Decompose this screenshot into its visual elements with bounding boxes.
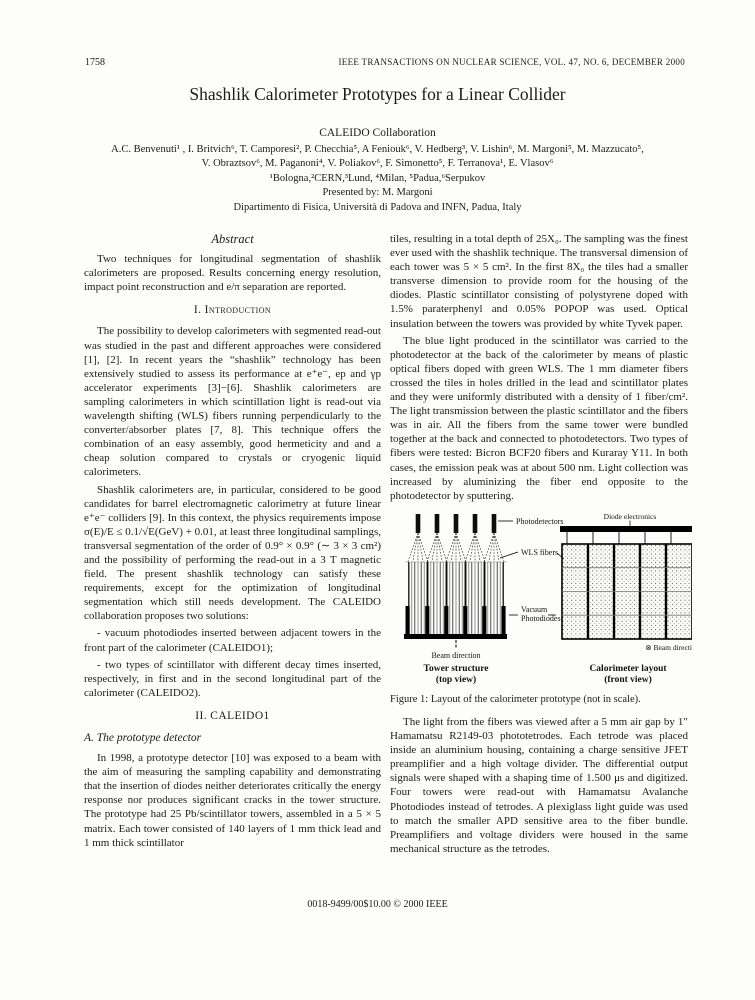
intro-paragraph-2: Shashlik calorimeters are, in particular, considered to be good candidates for barrel electromagnetic calorimetry at future linear e⁺e⁻ colliders [9]. In this context, the physics requirements impose σ(E)/E ≤ 0.1/√E(GeV) + 0.01, at least three longitudinal samplings, transversal segmentation of the order of 0.9° × 0.9° (∼ 3 × 3 cm²) and the possibility of performing the read-out in a 3 T magnetic field. The present shashlik technology can satisfy these requirements, except for the optimization of longitudinal segmentation which still needs development. The CALEIDO collaboration proposes two solutions:	[84, 483, 382, 623]
page-header	[85, 57, 685, 68]
right-paragraph-2: The blue light produced in the scintillator was carried to the photodetector at the back of the calorimeter by means of plastic optical fibers doped with green WLS. The 1 mm diameter fibers crossed the tiles in holes drilled in the lead and scintillator plates and they were uniformly distributed with a density of 1 fiber/cm². The light transmission between the plastic scintillator and the fibers was in air. All the fibers from the same tower were bundled together at the back and connected to photodetectors. Two types of fibers were tested: Bicron BCF20 fibers and Kuraray Y11. In both cases, the emission peak was at about 500 nm. Light collection was increased by aluminizing the fiber end opposite to the photodetector by sputtering.	[390, 334, 688, 502]
affiliations: ¹Bologna,²CERN,³Lund, ⁴Milan, ⁵Padua,⁶Serpukov	[269, 172, 486, 184]
copyright-footer: 0018-9499/00$10.00 © 2000 IEEE	[307, 899, 448, 910]
author-line-2: V. Obraztsov⁶, M. Paganoni⁴, V. Poliakov⁶, F. Simonetto⁵, F. Terranova¹, E. Vlasov⁶	[201, 158, 554, 170]
solution-item-1: - vacuum photodiodes inserted between adjacent towers in the front part of the calorimeter (CALEIDO1);	[84, 627, 381, 654]
left-column	[84, 232, 381, 859]
beam-direction-right-label: ⊗ Beam directi	[645, 642, 692, 652]
author-block	[60, 126, 695, 216]
diode-electronics-bar	[560, 526, 692, 532]
wls-fibers-label: WLS fibers	[521, 547, 559, 557]
page-number: 1758	[85, 57, 105, 68]
abstract-text: Two techniques for longitudinal segmentation of shashlik calorimeters are proposed. Results concerning energy resolution, impact point reconstruction and e/π separation are reported.	[84, 253, 381, 294]
tower-structure-diagram	[404, 514, 507, 685]
vacuum-photodiodes-label-1: Vacuum	[521, 604, 548, 614]
photodetectors-label: Photodetectors	[516, 516, 564, 526]
tower-structure-view: (top view)	[435, 674, 477, 685]
calorimeter-front-view-diagram	[560, 512, 692, 685]
vacuum-photodiodes-label-2: Photodiodes	[521, 613, 561, 623]
figure-callout-labels	[498, 517, 564, 623]
calorimeter-layout-title: Calorimeter layout	[589, 663, 667, 674]
tower-baseline	[404, 634, 507, 639]
prototype-paragraph: In 1998, a prototype detector [10] was exposed to a beam with the aim of measuring the sampling capability and demonstrating that the insertion of diodes neither deteriorates critically the energy response nor produces significant cracks in the tower structure. The prototype had 25 Pb/scintillator towers, assembled in a 5 × 5 matrix. Each tower consisted of 140 layers of 1 mm thick lead and 1 mm thick scintillator	[84, 752, 381, 849]
right-column	[390, 232, 692, 859]
journal-title: IEEE TRANSACTIONS ON NUCLEAR SCIENCE, VOL. 47, NO. 6, DECEMBER 2000	[338, 57, 685, 67]
department-line: Dipartimento di Fisica, Università di Padova and INFN, Padua, Italy	[233, 201, 522, 213]
tower-structure-title: Tower structure	[423, 663, 489, 674]
figure-1	[390, 511, 692, 707]
figure-caption: Figure 1: Layout of the calorimeter prototype (not in scale).	[390, 693, 641, 705]
presented-by: Presented by: M. Margoni	[322, 187, 433, 199]
collaboration-name: CALEIDO Collaboration	[319, 127, 436, 139]
beam-direction-label: Beam direction	[431, 650, 481, 660]
author-line-1: A.C. Benvenuti¹ , I. Britvich⁶, T. Camporesi², P. Checchia⁵, A Feniouk⁶, V. Hedberg³, V. Lishin⁶, M. Margoni⁵, M. Mazzucato⁵,	[111, 143, 644, 155]
subsection-heading-prototype: A. The prototype detector	[84, 732, 202, 744]
right-paragraph-3: The light from the fibers was viewed after a 5 mm air gap by 1″ Hamamatsu R2149-03 phototetrodes. Each tetrode was placed inside an aluminium housing, containing a charge sensitive JFET preamplifier and a high voltage divider. The differential output signals were shaped with a shaping time of 1.500 μs and digitized. Four towers were read-out with Hamamatsu Avalanche Photodiodes instead of tetrodes. A plexiglass light guide was used to match the smaller APD sensitive area to the fiber bundle. Preamplifiers and voltage dividers were housed in the same mechanical structure as the tetrodes.	[390, 715, 688, 855]
paper-title: Shashlik Calorimeter Prototypes for a Linear Collider	[189, 84, 566, 104]
two-column-body	[84, 232, 692, 859]
calorimeter-layout-view: (front view)	[604, 674, 652, 685]
section-heading-caleido1: II. CALEIDO1	[195, 709, 270, 722]
diode-electronics-label: Diode electronics	[603, 511, 657, 521]
section-heading-introduction: I. Introduction	[193, 304, 272, 317]
abstract-heading: Abstract	[211, 232, 254, 246]
right-paragraph-1: tiles, resulting in a total depth of 25X₀. The sampling was the finest ever used with the shashlik technique. The transversal dimension of each tower was 5 × 5 cm². In the first 8X₀ the tiles had a smaller transverse dimension to provide room for the housing of the diodes. Plastic scintillator consisting of polystyrene doped with 1.5% paraterphenyl and 0.05% POPOP was used. Optical insulation between the towers was provided by white Tyvek paper.	[390, 233, 688, 330]
solution-item-2: - two types of scintillator with different decay times inserted, respectively, in first and in the second longitudinal part of the calorimeter (CALEIDO2).	[84, 658, 381, 699]
intro-paragraph-1: The possibility to develop calorimeters with segmented read-out was studied in the past and different approaches were considered [1], [2]. In recent years the “shashlik” technology has been extensively studied to assess its performance at e⁺e⁻, ep and γp accelerator experiments [3]−[6]. Shashlik calorimeters are sampling calorimeters in which scintillation light is read-out via wavelength shifting (WLS) fibers running perpendicularly to the converter/absorber plates [7, 8]. This technique offers the combination of an easy assembly, good hermeticity and and a cheap solution compared to crystals or cryogenic liquid calorimeters.	[84, 325, 381, 479]
calorimeter-layout-diagram	[390, 511, 692, 685]
